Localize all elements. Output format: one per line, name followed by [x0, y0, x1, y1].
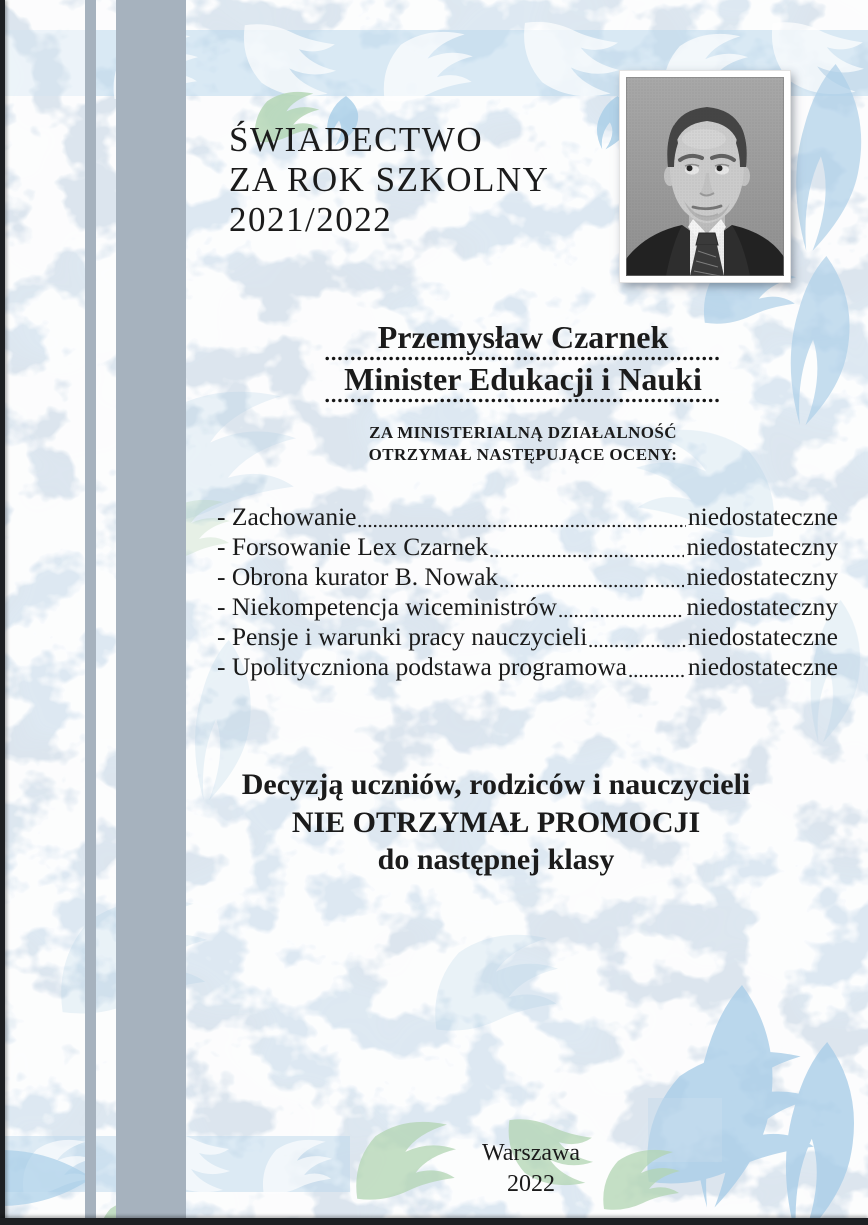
title-line-1: ŚWIADECTWO [229, 120, 484, 159]
minister-name: Przemysław Czarnek [377, 319, 669, 355]
grade-row-wiceministrowie [217, 592, 838, 622]
grade-label: - Pensje i warunki pracy nauczycieli [217, 622, 588, 651]
dot-leader [627, 652, 688, 682]
minister-portrait-image [626, 77, 784, 276]
grades-intro [273, 422, 773, 465]
verdict-line-2: NIE OTRZYMAŁ PROMOCJI [291, 805, 701, 839]
footer [381, 1138, 681, 1200]
grade-label: - Zachowanie [217, 502, 357, 531]
verdict-line-1: Decyzją uczniów, rodziców i nauczycieli [241, 768, 751, 801]
grade-label: - Upolityczniona podstawa programowa [217, 652, 628, 681]
dot-leader [356, 502, 687, 532]
intro-line-2: OTRZYMAŁ NASTĘPUJĄCE OCENY: [368, 444, 678, 464]
grade-value: niedostateczne [687, 502, 838, 531]
grade-value: niedostateczny [686, 562, 838, 591]
name-heading-block [325, 320, 721, 404]
certificate-title [229, 120, 549, 240]
grade-row-podstawa [217, 652, 838, 682]
title-line-2: ZA ROK SZKOLNY [229, 160, 550, 199]
grade-label: - Obrona kurator B. Nowak [217, 562, 499, 591]
grade-value: niedostateczny [686, 532, 838, 561]
verdict-line-3: do następnej klasy [377, 843, 615, 876]
dot-leader [587, 622, 688, 652]
grade-row-behavior [217, 502, 838, 532]
grade-label: - Niekompetencja wiceministrów [217, 592, 557, 621]
grade-row-lex-czarnek [217, 532, 838, 562]
dot-leader [488, 532, 686, 562]
grade-row-pensje [217, 622, 838, 652]
grade-label: - Forsowanie Lex Czarnek [217, 532, 489, 561]
footer-place: Warszawa [481, 1140, 580, 1166]
grade-row-kurator-nowak [217, 562, 838, 592]
minister-photo [620, 71, 790, 282]
grade-value: niedostateczne [687, 652, 838, 681]
minister-role: Minister Edukacji i Nauki [344, 361, 702, 397]
grade-value: niedostateczny [686, 592, 838, 621]
dot-leader [557, 592, 687, 622]
footer-year: 2022 [507, 1171, 555, 1197]
intro-line-1: ZA MINISTERIALNĄ DZIAŁALNOŚĆ [369, 423, 677, 442]
title-line-3: 2021/2022 [229, 200, 393, 239]
promotion-verdict [166, 766, 826, 879]
dotted-underline [325, 398, 721, 403]
dot-leader [498, 562, 686, 592]
grade-value: niedostateczne [687, 622, 838, 651]
grades-list [217, 502, 838, 682]
